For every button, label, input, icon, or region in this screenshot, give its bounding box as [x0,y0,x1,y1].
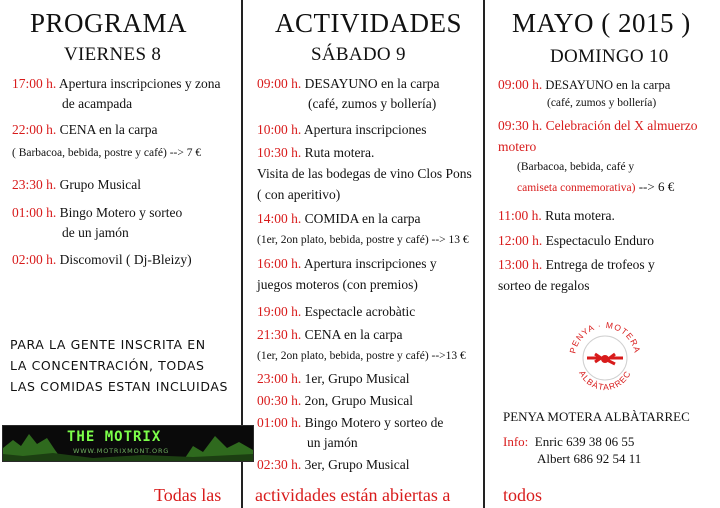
schedule-item: 23:30 h. Grupo Musical [12,177,142,192]
schedule-item: 02:00 h. Discomovil ( Dj-Bleizy) [12,252,192,267]
schedule-item: 21:30 h. CENA en la carpa [257,327,403,342]
motrix-banner[interactable] [2,425,254,462]
schedule-item-detail: (café, zumos y bollería) [547,97,657,109]
note-line: LAS COMIDAS ESTAN INCLUIDAS [10,379,229,394]
note-line: LA CONCENTRACIÓN, TODAS [10,358,205,373]
schedule-item: 13:00 h. Entrega de trofeos y [498,257,655,272]
day-domingo: DOMINGO 10 [550,46,669,67]
footer-part: actividades están abiertas a [255,485,451,505]
schedule-item: 11:00 h. Ruta motera. [498,208,615,223]
handshake-icon [587,354,601,362]
schedule-item: 12:00 h. Espectaculo Enduro [498,233,654,248]
info-line: Albert 686 92 54 11 [537,451,642,466]
schedule-item-detail: un jamón [307,435,358,450]
schedule-item-detail: (1er, 2on plato, bebida, postre y café) --> 13 € [257,234,469,246]
schedule-item-detail: ( con aperitivo) [257,187,341,202]
penya-motera-logo [565,318,645,398]
info-label: Info: [503,434,529,449]
header-actividades: ACTIVIDADES [275,8,462,38]
schedule-item: 19:00 h. Espectacle acrobàtic [257,304,416,319]
footer-part: todos [503,485,543,505]
penya-name: PENYA MOTERA ALBÀTARREC [503,409,690,424]
column-actividades [243,0,485,508]
day-sabado: SÁBADO 9 [311,44,406,65]
banner-url: WWW.MOTRIXMONT.ORG [73,447,170,455]
schedule-item: 09:30 h. Celebración del X almuerzo [498,118,698,133]
day-viernes: VIERNES 8 [64,44,162,65]
schedule-item: 14:00 h. COMIDA en la carpa [257,211,421,226]
header-mayo: MAYO ( 2015 ) [512,8,691,38]
schedule-item-detail: (1er, 2on plato, bebida, postre y café) -->13 € [257,350,466,362]
svg-text:PENYA · MOTERA [567,320,642,354]
logo-text-bottom: ALBÀTARREC [577,368,633,393]
schedule-item: 02:30 h. 3er, Grupo Musical [257,457,410,472]
schedule-item: 23:00 h. 1er, Grupo Musical [257,371,410,386]
logo-text-top: PENYA · MOTERA [567,319,643,355]
schedule-item: 22:00 h. CENA en la carpa [12,122,158,137]
schedule-item: 00:30 h. 2on, Grupo Musical [257,393,414,408]
schedule-item: 10:30 h. Ruta motera. [257,145,375,160]
schedule-item: 09:00 h. DESAYUNO en la carpa [498,77,671,92]
info-line: Info: Enric 639 38 06 55 [503,434,635,449]
schedule-item: 01:00 h. Bingo Motero y sorteo de [257,415,444,430]
schedule-item-detail: (Barbacoa, bebida, café y [517,161,635,173]
schedule-item-detail: (café, zumos y bollería) [308,96,437,111]
schedule-item-detail: motero [498,139,537,154]
schedule-item-detail: juegos moteros (con premios) [257,277,418,292]
schedule-item-detail: sorteo de regalos [498,278,590,293]
header-programa: PROGRAMA [30,8,188,38]
schedule-item-detail: ( Barbacoa, bebida, postre y café) --> 7 € [12,147,202,159]
schedule-item-detail: Visita de las bodegas de vino Clos Pons [257,166,472,181]
schedule-item-detail: de acampada [62,96,133,111]
column-mayo [487,0,720,508]
schedule-item: 01:00 h. Bingo Motero y sorteo [12,205,183,220]
schedule-item: 16:00 h. Apertura inscripciones y [257,256,437,271]
banner-title: THE MOTRIX [67,429,162,445]
footer-part: Todas las [154,485,222,505]
schedule-item-detail: camiseta conmemorativa) --> 6 € [517,179,675,194]
column-programa [0,0,243,508]
schedule-item: 17:00 h. Apertura inscripciones y zona [12,76,221,91]
schedule-item: 09:00 h. DESAYUNO en la carpa [257,76,440,91]
schedule-item: 10:00 h. Apertura inscripciones [257,122,427,137]
note-line: PARA LA GENTE INSCRITA EN [10,337,206,352]
schedule-item-detail: de un jamón [62,225,129,240]
